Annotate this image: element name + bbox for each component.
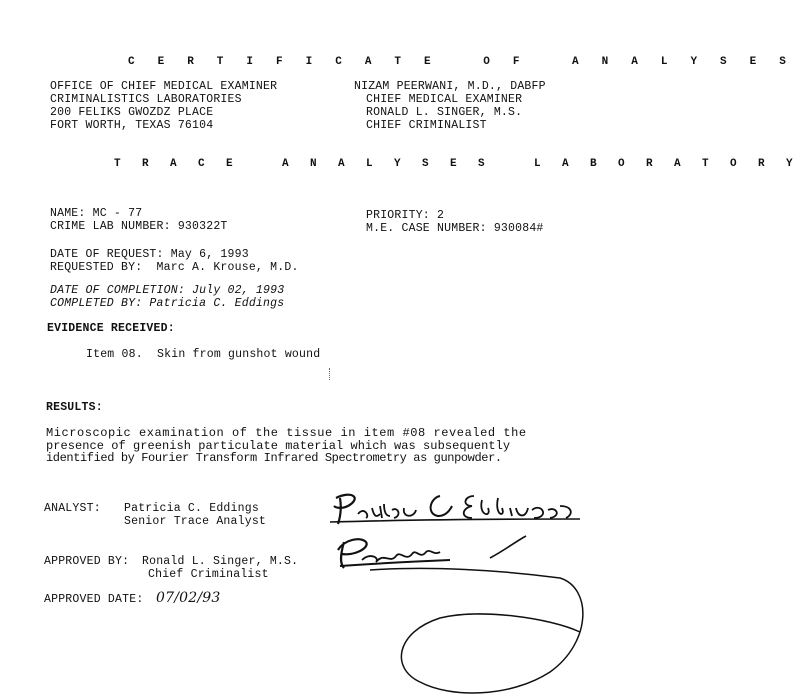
examiner-line-2: CHIEF MEDICAL EXAMINER [366, 93, 523, 106]
date-of-request: DATE OF REQUEST: May 6, 1993 [50, 248, 249, 261]
priority: PRIORITY: 2 [366, 209, 445, 222]
office-line-2: CRIMINALISTICS LABORATORIES [50, 93, 242, 106]
analyst-name: Patricia C. Eddings [124, 502, 259, 515]
scan-speck [329, 368, 331, 380]
evidence-heading: EVIDENCE RECEIVED: [47, 322, 175, 335]
office-line-1: OFFICE OF CHIEF MEDICAL EXAMINER [50, 80, 278, 93]
approver-title: Chief Criminalist [148, 568, 269, 581]
analyst-label: ANALYST: [44, 502, 101, 515]
office-line-4: FORT WORTH, TEXAS 76104 [50, 119, 214, 132]
requested-by: REQUESTED BY: Marc A. Krouse, M.D. [50, 261, 299, 274]
results-text [46, 427, 558, 465]
date-of-completion: DATE OF COMPLETION: July 02, 1993 [50, 284, 285, 297]
evidence-item: Item 08. Skin from gunshot wound [86, 348, 321, 361]
results-heading: RESULTS: [46, 401, 103, 414]
examiner-line-1: NIZAM PEERWANI, M.D., DABFP [354, 80, 546, 93]
examiner-line-3: RONALD L. SINGER, M.S. [366, 106, 523, 119]
case-name: NAME: MC - 77 [50, 207, 143, 220]
crime-lab-number: CRIME LAB NUMBER: 930322T [50, 220, 228, 233]
approved-date-label: APPROVED DATE: [44, 593, 144, 606]
me-case-number: M.E. CASE NUMBER: 930084# [366, 222, 544, 235]
examiner-line-4: CHIEF CRIMINALIST [366, 119, 487, 132]
approved-by-label: APPROVED BY: [44, 555, 130, 568]
office-line-3: 200 FELIKS GWOZDZ PLACE [50, 106, 214, 119]
approver-name: Ronald L. Singer, M.S. [142, 555, 299, 568]
approved-date-value: 07/02/93 [156, 590, 221, 606]
lab-title: T R A C E A N A L Y S E S L A B O R A T O R Y [114, 158, 800, 170]
analyst-title: Senior Trace Analyst [124, 515, 267, 528]
certificate-title: C E R T I F I C A T E O F A N A L Y S E S [128, 56, 795, 68]
results-line: Microscopic examination of the tissue in item #08 revealed the [46, 426, 527, 440]
results-line: presence of greenish particulate material which was subsequently [46, 438, 511, 453]
results-line: identified by Fourier Transform Infrared Spectrometry as gunpowder. [46, 451, 502, 465]
completed-by: COMPLETED BY: Patricia C. Eddings [50, 297, 285, 310]
approver-signature [330, 522, 592, 698]
